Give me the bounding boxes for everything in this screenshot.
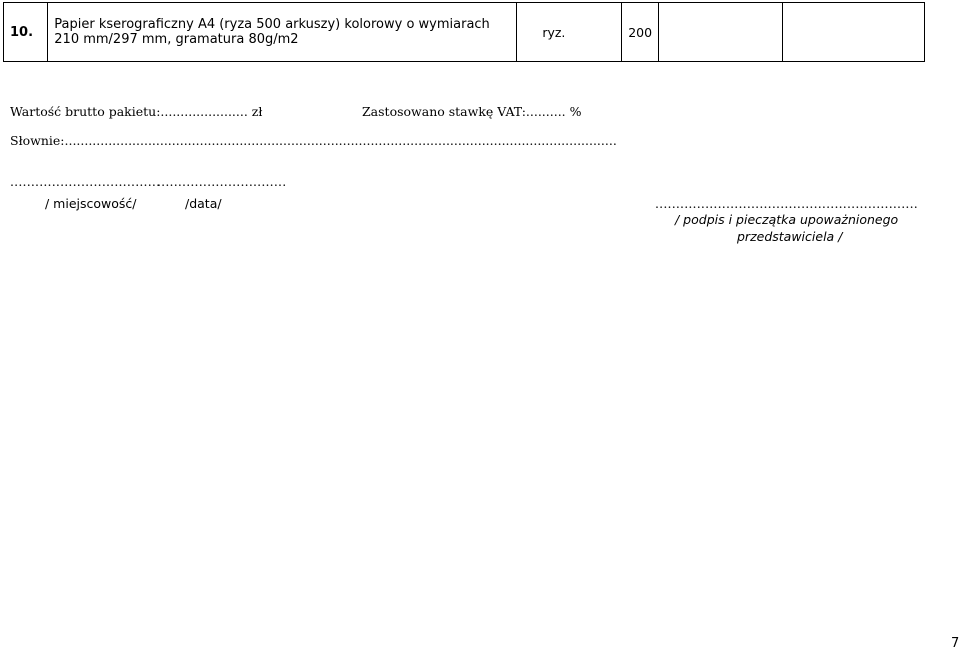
date-dots: ............................... [157, 174, 287, 189]
date-label: /data/ [185, 196, 222, 211]
amount-in-words-line: Słownie:........................................................................................................................................... [10, 133, 617, 148]
unit-cell: ryz. [517, 3, 622, 62]
vat-rate-line: Zastosowano stawkę VAT:.......... % [362, 104, 582, 119]
signature-label-line2: przedstawiciela / [737, 229, 843, 244]
table-row [4, 3, 925, 62]
product-row-table [3, 2, 925, 62]
signature-label-line1: / podpis i pieczątka upoważnionego [675, 212, 899, 227]
gross-value-line: Wartość brutto pakietu:...................... zł [10, 104, 263, 119]
quantity-cell: 200 [622, 3, 659, 62]
total-value-cell[interactable] [783, 3, 925, 62]
row-number: 10. [4, 3, 48, 62]
page-number: 7 [951, 636, 960, 651]
product-description: Papier kserograficzny A4 (ryza 500 arkuszy) kolorowy o wymiarach 210 mm/297 mm, gramatura 80g/m2 [48, 3, 517, 62]
signature-dots: ............................................................... [655, 196, 918, 211]
place-label: / miejscowość/ [45, 196, 137, 211]
unit-price-cell[interactable] [659, 3, 783, 62]
place-dots: .................................... [10, 174, 161, 189]
